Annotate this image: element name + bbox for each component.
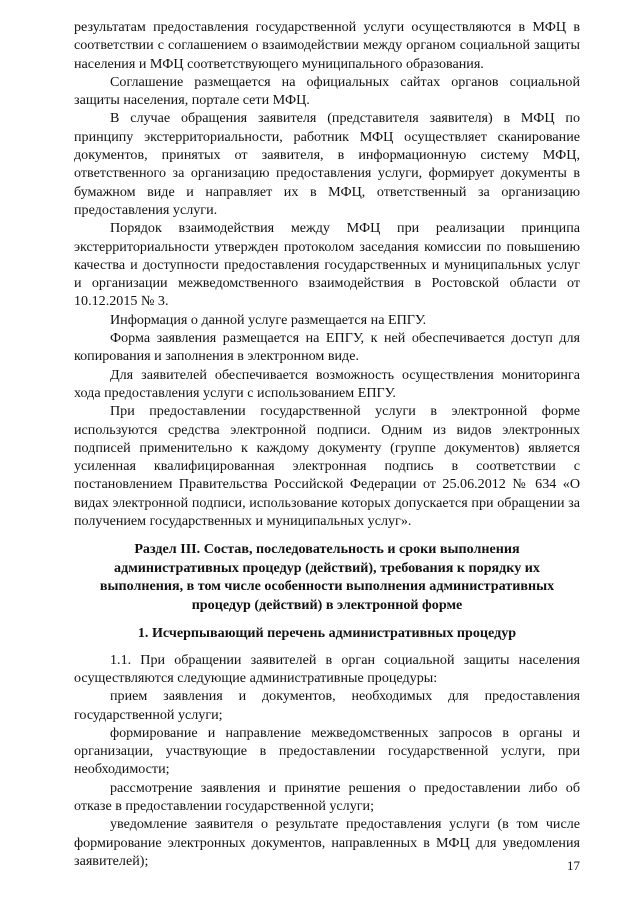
list-item-notification: уведомление заявителя о результате предоставления услуги (в том числе формирование электронных документов, направленных в МФЦ для уведомления заявителей); xyxy=(74,816,580,869)
paragraph-procedures-intro: 1.1. При обращении заявителей в орган социальной защиты населения осуществляются следующие административные процедуры: xyxy=(74,651,580,686)
paragraph-interaction-order: Порядок взаимодействия между МФЦ при реализации принципа экстерриториальности утвержден протоколом заседания комиссии по повышению качества и доступности предоставления государственных и муниципальных услуг и организации межведомственного взаимодействия в Ростовской области от 10.12.2015 № 3. xyxy=(74,220,580,310)
list-item-decision: рассмотрение заявления и принятие решения о предоставлении либо об отказе в предоставлении государственной услуги; xyxy=(74,779,580,814)
page-number: 17 xyxy=(567,858,580,873)
subsection-title: 1. Исчерпывающий перечень административных процедур xyxy=(137,625,517,642)
section-title: Раздел III. Состав, последовательность и сроки выполнения административных процедур (действий), требования к порядку их выполнения, в том числе особенности выполнения административных процедур (действий) в электронной форме xyxy=(99,541,555,613)
paragraph-form-placement: Форма заявления размещается на ЕПГУ, к ней обеспечивается доступ для копирования и заполнения в электронном виде. xyxy=(74,330,580,365)
paragraph-epgu-info: Информация о данной услуге размещается на ЕПГУ. xyxy=(110,311,427,328)
list-item-interagency-requests: формирование и направление межведомственных запросов в органы и организации, участвующие в предоставлении государственной услуги, при необходимости; xyxy=(74,724,580,778)
paragraph-extraterritorial-request: В случае обращения заявителя (представителя заявителя) в МФЦ по принципу экстерриториальности, работник МФЦ осуществляет сканирование документов, принятых от заявителя, в информационную систему МФЦ, ответственного за организацию предоставления услуги, формирует документы в бумажном виде и направляет их в МФЦ, ответственный за организацию предоставления услуги. xyxy=(74,110,580,218)
paragraph-agreement: Соглашение размещается на официальных сайтах органов социальной защиты населения, портале сети МФЦ. xyxy=(74,73,580,109)
paragraph-monitoring: Для заявителей обеспечивается возможность осуществления мониторинга хода предоставления услуги с использованием ЕПГУ. xyxy=(74,366,580,401)
paragraph-continuation: результатам предоставления государственной услуги осуществляются в МФЦ в соответствии с соглашением о взаимодействии между органом социальной защиты населения и МФЦ соответствующего муниципального образования. xyxy=(74,19,580,72)
list-item-reception: прием заявления и документов, необходимых для предоставления государственной услуги; xyxy=(74,688,580,723)
paragraph-electronic-signature: При предоставлении государственной услуги в электронной форме используются средства электронной подписи. Одним из видов электронных подписей применительно к каждому документу (группе документов) является усиленная квалифицированная электронная подпись в соответствии с постановлением Правительства Российской Федерации от 25.06.2012 № 634 «О видах электронной подписи, использование которых допускается при обращении за получением государственных и муниципальных услуг». xyxy=(74,403,580,530)
